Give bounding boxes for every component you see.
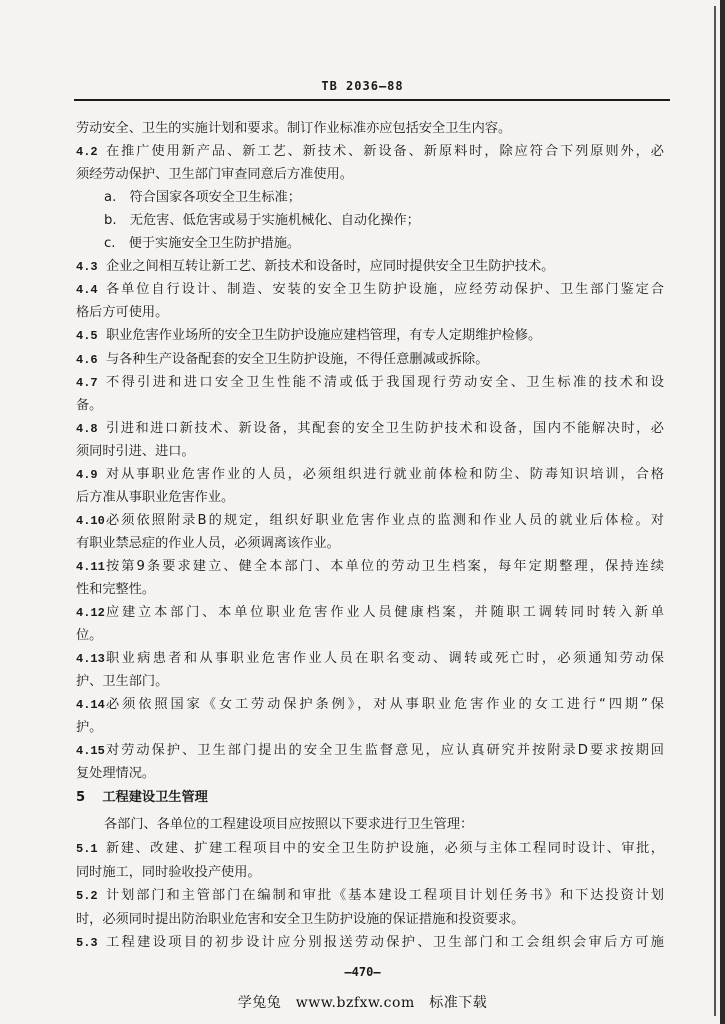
clause-number: 5.1 — [76, 842, 98, 856]
clause-text: c. 便于实施安全卫生防护措施。 — [104, 236, 301, 252]
clause-number: 4.11 — [76, 559, 105, 574]
clause-number: 4.10 — [76, 513, 105, 528]
section-5-heading — [76, 788, 668, 808]
scan-edge — [720, 0, 725, 1024]
clause-text: 工程建设项目的初步设计应分别报送劳动保护、卫生部门和工会组织会审后方可施 — [106, 935, 664, 950]
section-title: 工程建设卫生管理 — [102, 790, 208, 805]
clause-text: 同时施工，同时验收投产使用。 — [76, 864, 261, 880]
text-line — [76, 534, 668, 554]
clause-text: 在推广使用新产品、新工艺、新技术、新设备、新原料时，除应符合下列原则外，必 — [106, 144, 664, 160]
clause-text: 有职业禁忌症的作业人员，必须调离该作业。 — [76, 535, 340, 551]
clause-text: 复处理情况。 — [76, 766, 156, 782]
clause-text: 劳动安全、卫生的实施计划和要求。制订作业标准亦应包括安全卫生内容。 — [76, 121, 512, 136]
clause-text: 护。 — [76, 720, 103, 736]
text-line — [76, 910, 668, 930]
clause-number: 5.3 — [76, 936, 98, 950]
clause-text: 必须依照附录B的规定，组织好职业危害作业点的监测和作业人员的就业后体检。对 — [106, 512, 664, 528]
clause-number: 4.14 — [76, 698, 105, 713]
text-line — [104, 211, 664, 231]
clause-text: 新建、改建、扩建工程项目中的安全卫生防护设施，必须与主体工程同时设计、审批， — [106, 841, 664, 856]
clause-text: 必须依照国家《女工劳动保护条例》，对从事职业危害作业的女工进行“四期”保 — [106, 697, 664, 713]
clause-text: 性和完整性。 — [76, 582, 156, 597]
clause-number: 4.13 — [76, 652, 105, 667]
text-line — [76, 419, 668, 439]
text-line — [76, 280, 668, 300]
text-line — [76, 603, 668, 623]
clause-text: 对从事职业危害作业的人员，必须组织进行就业前体检和防尘、防毒知识培训，合格 — [106, 466, 664, 482]
text-line — [76, 863, 668, 883]
clause-number: 4.2 — [76, 145, 98, 160]
text-line — [76, 886, 668, 906]
text-line — [76, 165, 668, 185]
clause-text: 职业危害作业场所的安全卫生防护设施应建档管理，有专人定期维护检修。 — [106, 328, 542, 344]
header-rule — [74, 99, 670, 101]
text-line — [104, 234, 664, 254]
text-line — [76, 257, 668, 277]
text-line — [76, 626, 668, 646]
watermark: 学兔兔 www.bzfxw.com 标准下载 — [237, 995, 488, 1011]
text-line — [76, 373, 668, 393]
clause-text: 引进和进口新技术、新设备，其配套的安全卫生防护技术和设备，国内不能解决时，必 — [106, 420, 664, 436]
text-line — [76, 488, 668, 508]
text-line — [76, 442, 668, 462]
text-line — [76, 350, 668, 370]
text-line — [76, 695, 668, 715]
clause-number: 4.15 — [76, 744, 105, 759]
clause-number: 4.3 — [76, 260, 98, 275]
section-5-intro: 各部门、各单位的工程建设项目应按照以下要求进行卫生管理： — [104, 817, 474, 832]
scan-edge-line — [714, 6, 716, 1016]
clause-text: 格后方可使用。 — [76, 305, 169, 321]
section-number: 5 — [76, 790, 86, 805]
clause-number: 4.9 — [76, 467, 98, 482]
clause-text: 应建立本部门、本单位职业危害作业人员健康档案，并随职工调转同时转入新单 — [106, 605, 664, 621]
text-line — [76, 718, 668, 738]
clause-number: 4.5 — [76, 329, 98, 344]
text-line — [76, 741, 668, 761]
clause-number: 4.6 — [76, 352, 98, 367]
clause-text: 须同时引进、进口。 — [76, 443, 195, 459]
text-line — [76, 142, 668, 162]
clause-text: 与各种生产设备配套的安全卫生防护设施，不得任意删减或拆除。 — [106, 351, 489, 367]
clause-text: 按第9条要求建立、健全本部门、本单位的劳动卫生档案，每年定期整理，保持连续 — [106, 558, 664, 574]
text-line — [76, 839, 668, 859]
clause-number: 4.12 — [76, 606, 105, 621]
clause-text: 备。 — [76, 397, 103, 413]
clause-text: 后方准从事职业危害作业。 — [76, 489, 235, 505]
clause-text: 护、卫生部门。 — [76, 674, 169, 690]
clause-text: a. 符合国家各项安全卫生标准； — [104, 190, 301, 206]
clause-text: 职业病患者和从事职业危害作业人员在职名变动、调转或死亡时，必须通知劳动保 — [106, 651, 664, 667]
clause-text: 须经劳动保护、卫生部门审查同意后方准使用。 — [76, 167, 353, 183]
standard-code: TB 2036—88 — [321, 79, 404, 93]
clause-number: 4.7 — [76, 375, 98, 390]
text-line — [104, 188, 664, 208]
text-line — [76, 396, 668, 416]
clause-number: 5.2 — [76, 889, 98, 903]
clause-number: 4.4 — [76, 283, 98, 298]
text-line — [76, 557, 668, 577]
clause-text: 各单位自行设计、制造、安装的安全卫生防护设施，应经劳动保护、卫生部门鉴定合 — [106, 282, 664, 298]
clause-text: b. 无危害、低危害或易于实施机械化、自动化操作； — [104, 213, 420, 229]
text-line — [76, 764, 668, 784]
text-line — [76, 511, 668, 531]
text-line — [76, 933, 668, 953]
text-line — [76, 465, 668, 485]
text-line — [76, 672, 668, 692]
text-line — [76, 119, 668, 139]
clause-number: 4.8 — [76, 421, 98, 436]
text-line — [76, 326, 668, 346]
clause-text: 企业之间相互转让新工艺、新技术和设备时，应同时提供安全卫生防护技术。 — [106, 259, 555, 275]
clause-text: 位。 — [76, 628, 103, 644]
clause-text: 计划部门和主管部门在编制和审批《基本建设工程项目计划任务书》和下达投资计划 — [106, 888, 664, 903]
clause-text: 对劳动保护、卫生部门提出的安全卫生监督意见，应认真研究并按附录D要求按期回 — [106, 743, 664, 759]
text-line — [76, 649, 668, 669]
page-number: —470— — [344, 965, 381, 979]
clause-text: 时，必须同时提出防治职业危害和安全卫生防护设施的保证措施和投资要求。 — [76, 911, 525, 927]
text-line — [76, 303, 668, 323]
text-line — [76, 580, 668, 600]
clause-text: 不得引进和进口安全卫生性能不清或低于我国现行劳动安全、卫生标准的技术和设 — [106, 374, 664, 390]
